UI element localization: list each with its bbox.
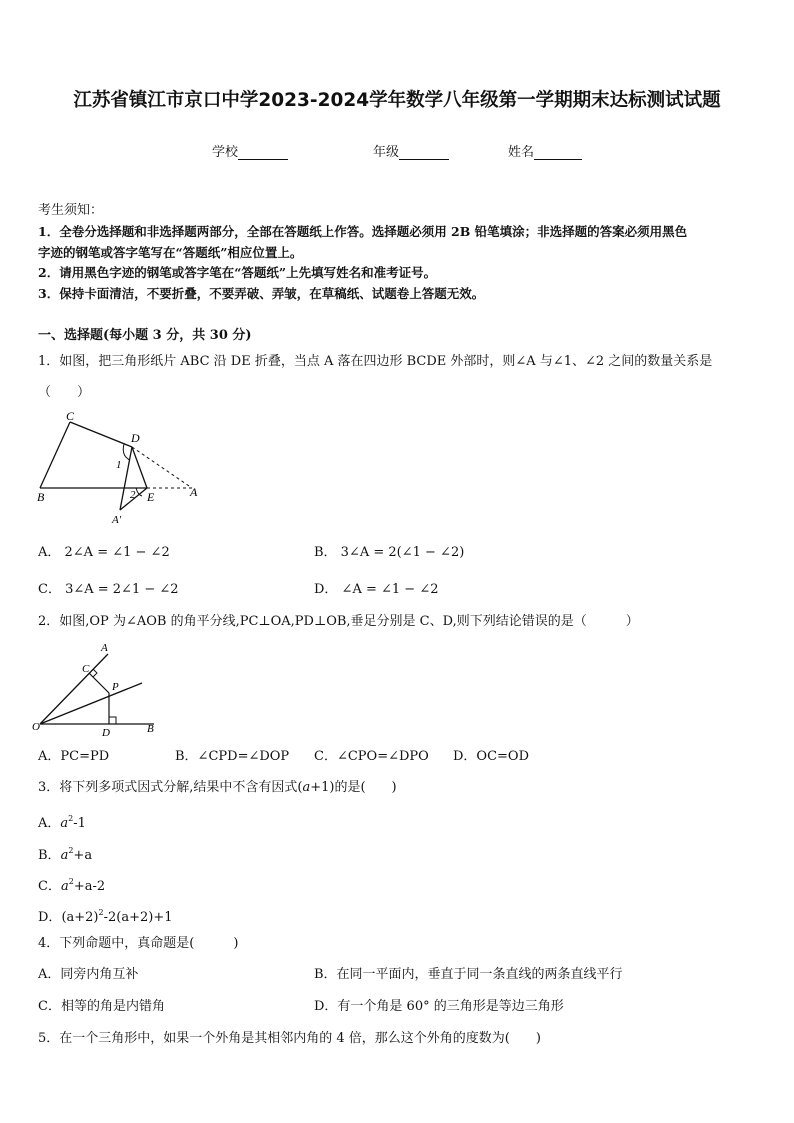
q3-option-c-label: C．: [38, 879, 61, 894]
q3-option-b-rest: +a: [73, 848, 93, 863]
grade-blank[interactable]: [399, 145, 449, 160]
q1-line-CD: [70, 422, 132, 447]
q1-label-C: C: [66, 409, 75, 423]
grade-label: 年级: [373, 145, 400, 160]
q3-option-a-base: a: [60, 816, 69, 831]
q2-label-O: O: [32, 721, 40, 733]
q3-stem-post: +1)的是( ): [310, 780, 397, 795]
q2-figure: [32, 640, 160, 740]
name-label: 姓名: [508, 145, 535, 160]
grade-field[interactable]: [373, 141, 449, 160]
q3-option-d-label: D．: [38, 910, 62, 925]
q3-option-b-exp: 2: [68, 846, 74, 855]
notice-line-3: 2．请用黑色字迹的钢笔或答字笔在“答题纸”上先填写姓名和准考证号。: [38, 265, 437, 280]
q1-line-DE: [132, 447, 147, 488]
q1-line-CB: [40, 422, 70, 488]
q4-option-b[interactable]: B．在同一平面内，垂直于同一条直线的两条直线平行: [314, 967, 623, 982]
q3-option-b-label: B．: [38, 848, 61, 863]
q1-option-b[interactable]: B． 3∠A = 2(∠1 − ∠2): [314, 545, 465, 560]
q5-stem: 5．在一个三角形中，如果一个外角是其相邻内角的 4 倍，那么这个外角的度数为( ): [38, 1031, 541, 1046]
school-field[interactable]: [212, 141, 288, 160]
q2-stem: 2．如图,OP 为∠AOB 的角平分线,PC⊥OA,PD⊥OB,垂足分别是 C、D,则下列结论错误的是（ ）: [38, 614, 639, 629]
notice-line-4: 3．保持卡面清洁，不要折叠，不要弄破、弄皱，在草稿纸、试题卷上答题无效。: [38, 286, 485, 301]
q1-option-c[interactable]: C． 3∠A = 2∠1 − ∠2: [38, 582, 179, 597]
q1-line-DA: [132, 447, 192, 488]
q1-label-A-prime: A′: [112, 514, 122, 526]
q3-stem: [38, 778, 397, 798]
notice-heading: 考生须知：: [38, 203, 104, 218]
q1-label-D: D: [131, 431, 140, 445]
q1-figure: [30, 408, 210, 528]
q4-option-d[interactable]: D．有一个角是 60° 的三角形是等边三角形: [314, 999, 564, 1014]
q4-option-c[interactable]: C．相等的角是内错角: [38, 999, 165, 1014]
q2-ray-OP: [40, 683, 142, 724]
name-blank[interactable]: [534, 145, 582, 160]
section-heading: 一、选择题(每小题 3 分，共 30 分): [38, 328, 252, 343]
q3-option-b-base: a: [60, 848, 69, 863]
q2-label-C: C: [82, 663, 90, 675]
q1-paren: （ ）: [38, 385, 91, 400]
q3-option-c-exp: 2: [68, 877, 74, 886]
q3-option-c-rest: +a-2: [73, 879, 106, 894]
q3-option-a-rest: -1: [73, 816, 86, 831]
q3-option-a-label: A．: [38, 816, 61, 831]
q3-option-d-exp: 2: [98, 908, 104, 917]
q3-option-c[interactable]: [38, 872, 105, 897]
q1-label-1: 1: [116, 459, 122, 471]
q2-right-angle-D: [109, 717, 116, 724]
school-label: 学校: [212, 145, 239, 160]
q2-label-D: D: [102, 727, 110, 739]
q2-option-b[interactable]: B．∠CPD=∠DOP: [175, 749, 290, 764]
q2-right-angle-C: [93, 669, 97, 677]
q3-option-a-exp: 2: [68, 814, 74, 823]
q2-label-A: A: [101, 642, 108, 654]
q2-line-PC: [89, 673, 109, 693]
q3-stem-var: a: [302, 780, 311, 795]
name-field[interactable]: [508, 141, 582, 160]
q1-stem: 1．如图，把三角形纸片 ABC 沿 DE 折叠，当点 A 落在四边形 BCDE 外部时，则∠A 与∠1、∠2 之间的数量关系是: [38, 354, 713, 369]
q2-label-B: B: [147, 723, 154, 735]
q1-label-E: E: [147, 490, 155, 504]
q1-label-2: 2: [130, 489, 136, 501]
q3-option-d[interactable]: [38, 903, 172, 928]
q3-option-d-part2: -2(a+2)+1: [103, 910, 173, 925]
q3-option-c-base: a: [60, 879, 69, 894]
q2-label-P: P: [112, 681, 119, 693]
q3-option-b[interactable]: [38, 841, 92, 866]
q3-stem-pre: 3．将下列多项式因式分解,结果中不含有因式(: [38, 780, 303, 795]
q4-stem: 4．下列命题中，真命题是( ): [38, 936, 239, 951]
notice-line-1: 1．全卷分选择题和非选择题两部分，全部在答题纸上作答。选择题必须用 2B 铅笔填涂；非选择题的答案必须用黑色: [38, 224, 688, 239]
q3-option-d-part1: (a+2): [61, 910, 99, 925]
q2-ray-OA: [40, 654, 108, 724]
q1-option-d[interactable]: D． ∠A = ∠1 − ∠2: [314, 582, 439, 597]
page-title: 江苏省镇江市京口中学2023-2024学年数学八年级第一学期期末达标测试试题: [73, 90, 721, 111]
q4-option-a[interactable]: A．同旁内角互补: [38, 967, 139, 982]
school-blank[interactable]: [238, 145, 288, 160]
q1-label-A: A: [190, 485, 198, 499]
q1-label-B: B: [37, 490, 45, 504]
q2-option-a[interactable]: A．PC=PD: [38, 749, 110, 764]
q2-option-d[interactable]: D．OC=OD: [453, 749, 530, 764]
notice-line-2: 字迹的钢笔或答字笔写在“答题纸”相应位置上。: [38, 245, 303, 260]
q2-option-c[interactable]: C．∠CPO=∠DPO: [314, 749, 429, 764]
q1-option-a[interactable]: A． 2∠A = ∠1 − ∠2: [38, 545, 170, 560]
q3-option-a[interactable]: [38, 809, 86, 834]
